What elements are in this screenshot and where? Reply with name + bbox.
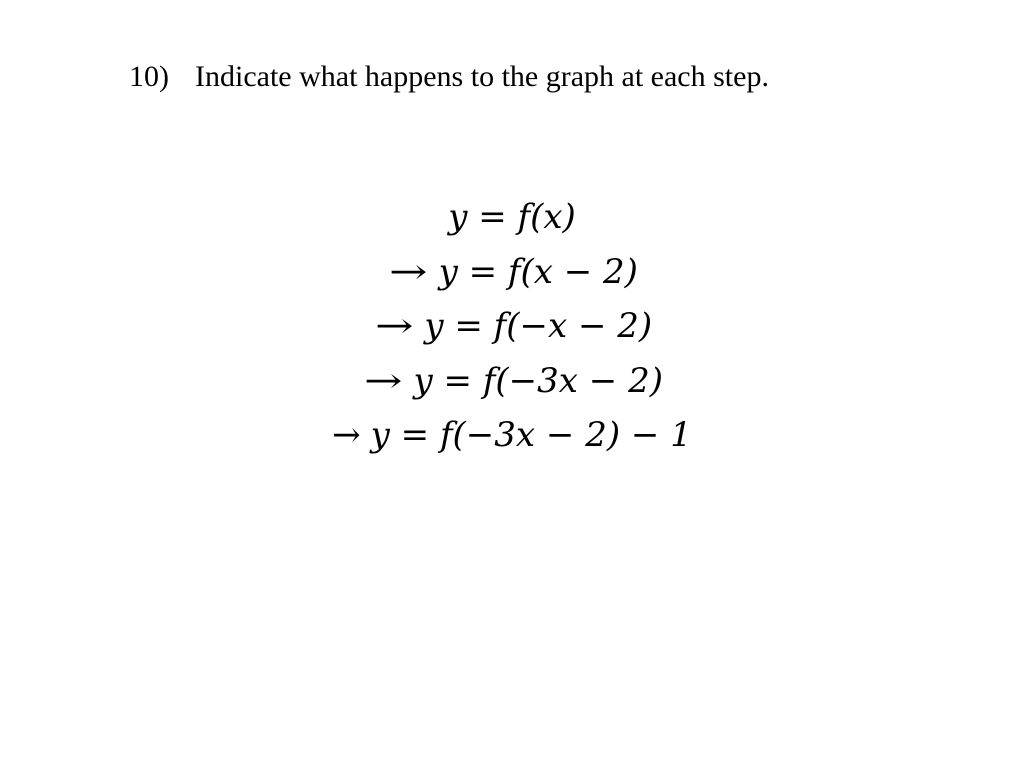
long-right-arrow-icon: → — [374, 306, 414, 346]
question-number: 10) — [129, 60, 169, 93]
question-text: Indicate what happens to the graph at each step. — [195, 60, 769, 93]
right-arrow-icon: → — [332, 415, 361, 455]
step-2 — [0, 245, 1024, 300]
step-4 — [0, 354, 1024, 409]
transformation-steps — [0, 190, 1024, 463]
step-expression: y = f(−3x − 2) — [413, 360, 663, 401]
long-right-arrow-icon: → — [389, 251, 428, 292]
question-heading — [129, 57, 769, 97]
step-expression: y = f(x − 2) — [438, 251, 638, 292]
long-right-arrow-icon: → — [364, 360, 403, 401]
step-expression: y = f(x) — [448, 197, 576, 237]
step-5 — [0, 408, 1024, 463]
step-3 — [0, 299, 1024, 354]
step-expression: y = f(−3x − 2) − 1 — [370, 415, 692, 455]
step-1 — [0, 190, 1024, 245]
step-expression: y = f(−x − 2) — [424, 306, 653, 346]
